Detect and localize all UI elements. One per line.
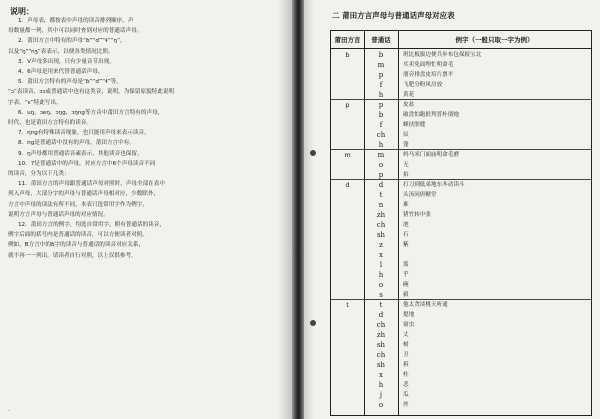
cell-example-chars: 蜂扶肤缝 [403,122,426,128]
table-row [331,310,591,320]
table-row [331,220,591,230]
left-page-shadow [278,0,292,419]
paragraph-line: 以及“ŋ”“nʒ”表表示，以便各类情况比照。 [8,48,114,55]
cell-example-chars: 无 [403,162,409,168]
header-dialect: 莆田方言 [334,36,361,44]
table-row [331,270,591,280]
paragraph-line: 12．莆田方言的例字，均选自常用字，附有普通话的读音， [18,222,165,229]
cell-putonghua-initial: o [378,281,384,289]
cell-putonghua-initial: h [378,91,384,99]
cell-example-chars: 破盘怕跑批判普朴朋炮 [403,112,459,118]
paragraph-line: 1．声母表，都按表中声母的读音排列顺序，声 [18,18,134,24]
cell-example-chars: 头汤同唐糖堂 [403,192,437,198]
cell-putonghua-initial: t [379,191,383,199]
cell-putonghua-initial: x [379,251,383,259]
cell-example-chars: 辰 [403,132,409,138]
cell-putonghua-initial: l [379,261,383,269]
cell-example-chars: 碗 [403,282,409,288]
table-row [331,230,591,240]
paragraph-line: 11．莆田方言的声母跟普通话声母对照时，声母全部在表中 [18,181,165,188]
cell-example-chars: 拆 [403,362,409,368]
table-title: 二 莆田方言声母与普通话声母对应表 [332,11,455,20]
table-row [331,210,591,220]
paragraph-line: 7．ɳng有特殊读音现象，也只能用声母来表示读音。 [18,130,150,137]
paragraph-line: 例如，B方言中的ɓ字的读音与普通话的读音对应关系， [8,242,145,249]
cell-putonghua-initial: d [378,311,384,319]
cell-dialect-initial: t [346,301,349,309]
cell-dialect-initial: m [344,151,351,159]
table-row [331,120,591,130]
cell-example-chars: 篮 [403,262,409,268]
cell-putonghua-initial: sh [376,231,386,239]
cell-putonghua-initial: h [378,381,384,389]
cell-example-chars: 池 [403,222,409,228]
table-row [331,380,591,390]
correspondence-table [330,30,592,416]
left-page-heading: 说明： [10,7,34,16]
binding-hole [310,150,316,156]
cell-putonghua-initial: ch [376,131,386,139]
table-row [331,70,591,80]
cell-example-chars: 蓬 [403,142,409,148]
table-row [331,340,591,350]
table-row [331,110,591,120]
cell-putonghua-initial: sh [376,341,386,349]
paragraph-line: 8．ng是普通话中没有的声母，莆田方言中有。 [18,140,135,147]
cell-example-chars: 丈 [403,332,409,338]
cell-putonghua-initial: p [378,171,384,179]
cell-putonghua-initial: m [377,151,385,159]
cell-putonghua-initial: o [378,161,384,169]
header-putonghua: 普通话 [371,36,391,44]
cell-putonghua-initial: ch [376,321,386,329]
table-row [331,60,591,70]
cell-example-chars: 柱 [403,372,409,378]
table-row [331,240,591,250]
cell-example-chars: 石 [403,232,409,238]
cell-dialect-initial: b [345,51,350,59]
cell-example-chars: 悲 [403,382,409,388]
cell-example-chars: 毅 [403,292,409,298]
paragraph-line: 例字后面的括号内是普通话的读音，可以方便读者对照。 [8,232,148,239]
cell-example-chars: 他太贪谈桃天听通 [403,302,448,308]
table-row [331,300,591,310]
cell-dialect-initial: d [345,181,350,189]
cell-putonghua-initial: zh [376,211,386,219]
cell-putonghua-initial: o [378,401,384,409]
table-row [331,360,591,370]
paragraph-line: 就不再一一列出。请读者自行对照，以上仅供参考。 [8,252,137,259]
table-row [331,50,591,60]
table-row [331,100,591,110]
cell-example-chars: 瓜 [403,392,409,398]
table-body [331,50,591,415]
cell-example-chars: 拍 [403,172,409,178]
cell-example-chars: 妈马米门面庙明命毛磨 [403,152,459,158]
cell-example-chars: 买卖免面埋忙明命毛 [403,62,454,68]
cell-putonghua-initial: h [378,271,384,279]
paragraph-line: 列入声母，大部分字的声母与普通话声母相对应，少数除外， [8,191,160,198]
table-row [331,200,591,210]
table-row [331,370,591,380]
binding-hole [310,320,316,326]
table-row [331,320,591,330]
cell-putonghua-initial: h [378,141,384,149]
table-row [331,400,591,410]
table-row [331,330,591,340]
table-row [331,190,591,200]
cell-putonghua-initial: s [379,291,383,299]
cell-dialect-initial: p [345,101,350,109]
table-row [331,150,591,160]
cell-putonghua-initial: b [378,111,384,119]
cell-example-chars: 窗虫 [403,322,415,328]
paragraph-line: 说明方言声母与普通话声母的对应情况。 [8,211,109,218]
paragraph-line: 3．V声母多出现，只有少量音节出现。 [18,58,115,65]
book-gutter [292,0,304,419]
table-row [331,350,591,360]
cell-example-chars: 猪竹转中张 [403,212,431,218]
cell-putonghua-initial: m [377,61,385,69]
cell-putonghua-initial: p [378,71,384,79]
paragraph-line: 的读音，分为以下几类： [8,171,70,178]
table-row [331,80,591,90]
cell-example-chars: 紫 [403,242,409,248]
cell-example-chars: 黄花 [403,92,415,98]
paragraph-line: 5．莆田方言特有的声母是“ɓ”“ɗ”“ɬ”等。 [18,79,122,86]
table-row [331,250,591,260]
right-page-shadow [304,0,314,419]
cell-putonghua-initial: ch [376,351,386,359]
table-row [331,130,591,140]
paragraph-line: 方言中声母的读法有所不同，本表只选常用字作为例字， [8,201,148,208]
paragraph-line: 10．7是普通话中的声母，对应方言中6个声母读音不同 [18,160,156,167]
header-examples: 例字（一般只取一字为例） [455,36,534,44]
left-page-footer-mark: · [8,408,10,415]
paragraph-line: “ɔ”表读音，ɔɔ或普通话中也有这类音，说明，为保留原貌特此说明 [8,89,175,96]
cell-putonghua-initial: p [378,101,384,109]
table-row [331,260,591,270]
left-page-body [8,16,280,261]
cell-putonghua-initial: ch [376,221,386,229]
cell-example-chars: 飞肥分粉风房放 [403,82,443,88]
cell-example-chars: 丝 [403,402,409,408]
paragraph-line: 9．ŋ声母都用普通话音素表示，其他读音也保留。 [18,150,143,157]
cell-example-chars: 朋旁排盘皮培片票平 [403,72,454,78]
cell-example-chars: 皮盆 [403,102,415,108]
cell-putonghua-initial: b [378,51,384,59]
table-row [331,160,591,170]
cell-putonghua-initial: n [378,201,384,209]
table-row [331,280,591,290]
paragraph-line: 字表。“ɛ”特此写出。 [8,99,62,106]
paragraph-line: 6．uŋ、ɔeŋ、ɔŋg、ɔŋng等方音中莆田方言特有的声母， [18,109,164,116]
paragraph-line: 母数量都一列，其中可以同时查到对应的普通话声母。 [8,28,143,35]
cell-putonghua-initial: d [378,181,384,189]
cell-putonghua-initial: z [379,241,383,249]
cell-example-chars: 班比板拔边便兵步布包保报宝北 [403,52,482,58]
cell-example-chars: 树 [403,342,409,348]
cell-putonghua-initial: j [379,391,383,399]
table-row [331,390,591,400]
cell-example-chars: 乎 [403,272,409,278]
right-page [304,0,600,419]
cell-putonghua-initial: t [379,301,383,309]
cell-example-chars: 难 [403,202,409,208]
paragraph-line: 4．6声母是用来代替普通话声母。 [18,69,104,76]
cell-putonghua-initial: zh [376,331,386,339]
cell-putonghua-initial: sh [376,361,386,369]
table-row [331,180,591,190]
paragraph-line: 2．莆田方言中特有的声母“ɓ”“ɗ”“ɬ”“ŋ”， [18,38,126,45]
cell-putonghua-initial: x [379,371,383,379]
cell-example-chars: 丑 [403,352,409,358]
cell-example-chars: 打刀到低弟地东冬动读斗 [403,182,465,188]
cell-putonghua-initial: f [379,81,383,89]
left-page [0,0,292,419]
cell-example-chars: 提地 [403,312,415,318]
cell-putonghua-initial: f [379,121,383,129]
table-header [331,31,591,49]
paragraph-line: 时代，也是莆田方言特有的读音。 [8,120,92,127]
